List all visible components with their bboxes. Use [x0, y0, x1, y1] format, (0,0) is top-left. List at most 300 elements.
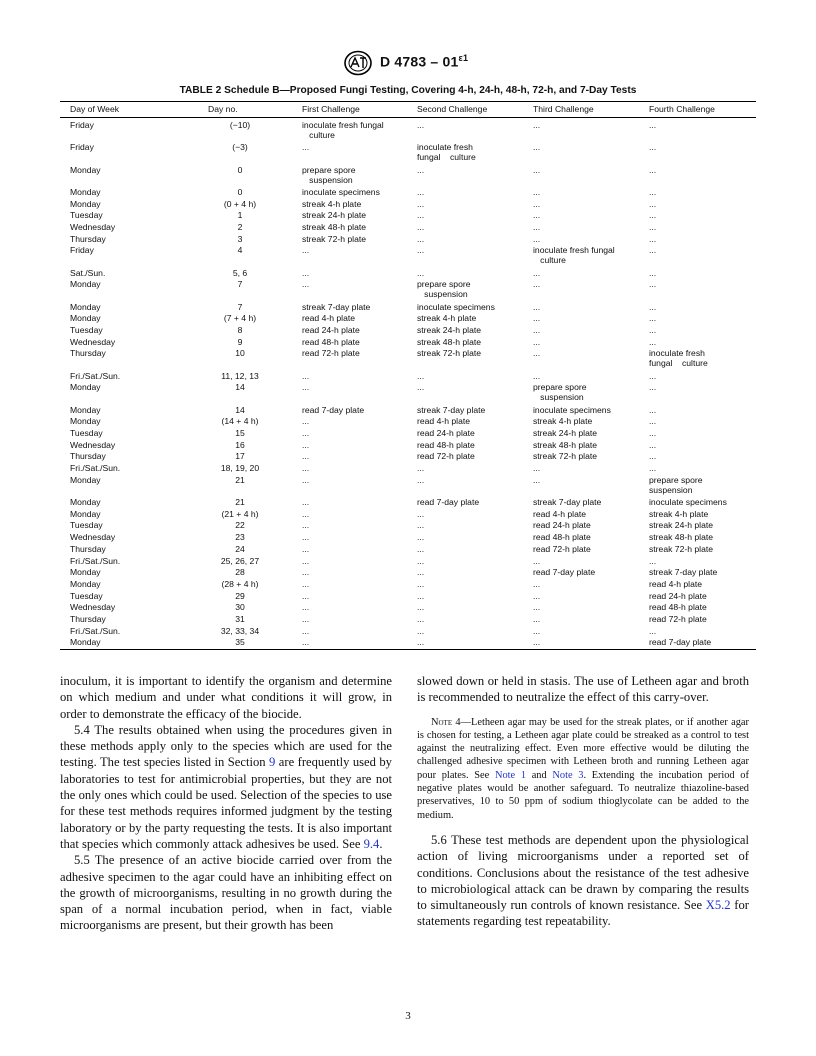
cell-first-challenge: ... [302, 637, 310, 648]
table-row [60, 187, 756, 199]
cell-first-challenge: ... [302, 382, 310, 393]
cell-day-of-week: Monday [70, 497, 101, 508]
cell-second-challenge: ... [417, 555, 425, 566]
text-5-4-a: 5.4 The results obtained when using the procedures given in these methods apply only to the species which are used for the testing. The test species listed in Section [60, 722, 392, 770]
cell-first-challenge: streak 48-h plate [302, 221, 367, 232]
cell-first-challenge: prepare spore suspension [302, 164, 356, 185]
cell-day-of-week: Monday [70, 567, 101, 578]
table-row [60, 405, 756, 417]
cell-second-challenge: read 48-h plate [417, 439, 475, 450]
cell-fourth-challenge: ... [649, 313, 657, 324]
cell-day-no: 14 [235, 404, 245, 415]
cell-day-of-week: Friday [70, 120, 94, 130]
cell-third-challenge: ... [533, 324, 541, 335]
cell-first-challenge: inoculate fresh fungal culture [302, 120, 384, 140]
cell-day-of-week: Monday [70, 279, 101, 290]
cell-day-of-week: Wednesday [70, 602, 116, 613]
cell-day-no: 3 [237, 233, 243, 244]
cell-fourth-challenge: ... [649, 301, 657, 312]
cell-fourth-challenge: read 4-h plate [649, 578, 703, 589]
cell-third-challenge: ... [533, 602, 541, 613]
cell-third-challenge: ... [533, 625, 541, 636]
document-designation [380, 53, 468, 70]
cell-fourth-challenge: ... [649, 336, 657, 347]
cell-first-challenge: streak 24-h plate [302, 210, 367, 221]
cell-day-of-week: Wednesday [70, 336, 116, 347]
cell-first-challenge: ... [302, 508, 310, 519]
cell-day-no: 4 [237, 245, 243, 256]
cell-third-challenge: ... [533, 637, 541, 648]
cell-fourth-challenge: ... [649, 142, 657, 153]
cell-fourth-challenge: ... [649, 382, 657, 393]
cell-first-challenge: read 48-h plate [302, 336, 360, 347]
cell-third-challenge: ... [533, 336, 541, 347]
table-row [60, 234, 756, 246]
link-section-9[interactable]: 9 [269, 755, 276, 770]
cell-fourth-challenge: streak 7-day plate [649, 567, 718, 578]
cell-third-challenge: streak 72-h plate [533, 451, 598, 462]
cell-fourth-challenge: ... [649, 164, 657, 175]
cell-day-no: 8 [237, 324, 243, 335]
cell-day-of-week: Monday [70, 508, 101, 519]
link-section-9-4[interactable]: 9.4 [363, 836, 380, 851]
cell-third-challenge: inoculate specimens [533, 404, 611, 415]
table-row [60, 222, 756, 234]
cell-fourth-challenge: streak 48-h plate [649, 532, 714, 543]
cell-fourth-challenge: streak 24-h plate [649, 520, 714, 531]
cell-fourth-challenge: inoculate specimens [649, 497, 727, 508]
cell-day-no: 1 [237, 210, 243, 221]
cell-day-no: 7 [237, 279, 243, 290]
cell-day-no: 11, 12, 13 [221, 370, 259, 381]
cell-day-of-week: Wednesday [70, 439, 116, 450]
cell-second-challenge: read 7-day plate [417, 497, 480, 508]
cell-third-challenge: ... [533, 186, 541, 197]
cell-second-challenge: ... [417, 578, 425, 589]
table-row [60, 637, 756, 649]
table-row [60, 567, 756, 579]
cell-fourth-challenge: read 24-h plate [649, 590, 707, 601]
cell-day-of-week: Monday [70, 186, 101, 197]
cell-day-of-week: Monday [70, 164, 101, 175]
table-bottom-rule [60, 649, 756, 650]
text-5-4-c: . [379, 836, 383, 851]
cell-second-challenge: read 24-h plate [417, 428, 475, 439]
table-row [60, 142, 756, 164]
cell-second-challenge: ... [417, 245, 425, 256]
cell-first-challenge: ... [302, 602, 310, 613]
page-number: 3 [405, 1010, 411, 1022]
table-row [60, 626, 756, 638]
cell-second-challenge: streak 4-h plate [417, 313, 477, 324]
cell-day-no: 14 [235, 382, 245, 393]
cell-second-challenge: ... [417, 370, 425, 381]
cell-first-challenge: ... [302, 532, 310, 543]
cell-day-no: 18, 19, 20 [220, 463, 260, 474]
cell-third-challenge: ... [533, 370, 541, 381]
cell-second-challenge: inoculate fresh fungal culture [417, 142, 476, 163]
cell-day-no: (−10) [229, 120, 251, 130]
cell-day-of-week: Friday [70, 245, 94, 256]
cell-day-of-week: Fri./Sat./Sun. [70, 463, 121, 474]
cell-day-no: 17 [235, 451, 245, 462]
cell-second-challenge: streak 24-h plate [417, 324, 482, 335]
cell-day-no: 0 [237, 164, 243, 175]
cell-second-challenge: ... [417, 567, 425, 578]
cell-fourth-challenge: ... [649, 451, 657, 462]
table-row [60, 302, 756, 314]
table-row [60, 416, 756, 428]
table-row [60, 579, 756, 591]
cell-first-challenge: ... [302, 428, 310, 439]
cell-first-challenge: ... [302, 578, 310, 589]
cell-third-challenge: read 7-day plate [533, 567, 596, 578]
table-row [60, 337, 756, 349]
table-row [60, 120, 756, 142]
cell-third-challenge: ... [533, 233, 541, 244]
cell-fourth-challenge: ... [649, 210, 657, 221]
cell-first-challenge: read 7-day plate [302, 404, 365, 415]
cell-first-challenge: ... [302, 520, 310, 531]
table-row [60, 428, 756, 440]
cell-third-challenge: ... [533, 198, 541, 209]
cell-first-challenge: streak 4-h plate [302, 198, 362, 209]
paragraph-5-4 [60, 722, 392, 852]
cell-first-challenge: streak 7-day plate [302, 301, 371, 312]
cell-day-of-week: Thursday [70, 543, 106, 554]
cell-third-challenge: ... [533, 590, 541, 601]
cell-day-no: 32, 33, 34 [220, 625, 260, 636]
designation-text: D 4783 – 01 [380, 53, 459, 70]
cell-day-no: (14 + 4 h) [221, 416, 259, 427]
table-row [60, 440, 756, 452]
cell-second-challenge: ... [417, 221, 425, 232]
table-row [60, 245, 756, 267]
cell-fourth-challenge: ... [649, 555, 657, 566]
cell-day-no: 10 [235, 348, 245, 359]
cell-fourth-challenge: ... [649, 324, 657, 335]
cell-day-no: (7 + 4 h) [223, 313, 257, 324]
cell-day-of-week: Monday [70, 313, 101, 324]
cell-day-of-week: Tuesday [70, 210, 103, 221]
cell-second-challenge: ... [417, 186, 425, 197]
cell-day-of-week: Thursday [70, 233, 106, 244]
cell-day-no: (21 + 4 h) [221, 508, 259, 519]
cell-day-no: 35 [235, 637, 245, 648]
cell-day-of-week: Monday [70, 301, 101, 312]
cell-fourth-challenge: ... [649, 198, 657, 209]
header-first-challenge: First Challenge [302, 104, 360, 114]
cell-day-no: (0 + 4 h) [223, 198, 257, 209]
cell-second-challenge: ... [417, 382, 425, 393]
cell-fourth-challenge: ... [649, 428, 657, 439]
cell-third-challenge: ... [533, 120, 541, 130]
table-row [60, 532, 756, 544]
note-4 [417, 716, 749, 822]
cell-third-challenge: read 72-h plate [533, 543, 591, 554]
table-row [60, 348, 756, 370]
cell-fourth-challenge: ... [649, 416, 657, 427]
table-row [60, 614, 756, 626]
cell-day-of-week: Thursday [70, 613, 106, 624]
cell-first-challenge: ... [302, 245, 310, 256]
cell-third-challenge: streak 48-h plate [533, 439, 598, 450]
table-row [60, 382, 756, 404]
header-day-no: Day no. [208, 104, 238, 114]
cell-third-challenge: read 48-h plate [533, 532, 591, 543]
cell-first-challenge: ... [302, 279, 310, 290]
table-title: TABLE 2 Schedule B—Proposed Fungi Testing, Covering 4-h, 24-h, 48-h, 72-h, and 7-Day Tests [179, 85, 637, 96]
cell-first-challenge: read 72-h plate [302, 348, 360, 359]
cell-third-challenge: streak 4-h plate [533, 416, 593, 427]
table-row [60, 199, 756, 211]
cell-day-of-week: Tuesday [70, 590, 103, 601]
cell-day-of-week: Monday [70, 404, 101, 415]
cell-day-of-week: Thursday [70, 348, 106, 359]
cell-day-of-week: Thursday [70, 451, 106, 462]
cell-first-challenge: ... [302, 439, 310, 450]
cell-third-challenge: prepare spore suspension [533, 382, 587, 403]
cell-day-of-week: Wednesday [70, 221, 116, 232]
cell-second-challenge: streak 7-day plate [417, 404, 486, 415]
cell-day-of-week: Sat./Sun. [70, 267, 106, 278]
cell-fourth-challenge: ... [649, 267, 657, 278]
cell-third-challenge: ... [533, 555, 541, 566]
cell-third-challenge: ... [533, 221, 541, 232]
cell-first-challenge: read 24-h plate [302, 324, 360, 335]
table-row [60, 371, 756, 383]
text-5-6-b: for statements regarding test repeatability. [417, 898, 749, 929]
cell-fourth-challenge: ... [649, 404, 657, 415]
cell-second-challenge: ... [417, 590, 425, 601]
cell-day-of-week: Tuesday [70, 520, 103, 531]
cell-day-no: (28 + 4 h) [221, 578, 259, 589]
cell-fourth-challenge: prepare spore suspension [649, 474, 703, 495]
cell-third-challenge: ... [533, 474, 541, 485]
note-4-text-and: and [526, 769, 553, 781]
table-row [60, 520, 756, 532]
astm-logo-icon [343, 50, 373, 76]
cell-first-challenge: ... [302, 370, 310, 381]
cell-day-no: 24 [235, 543, 245, 554]
cell-day-no: 9 [237, 336, 243, 347]
cell-day-of-week: Monday [70, 382, 101, 393]
cell-first-challenge: ... [302, 142, 310, 153]
cell-third-challenge: ... [533, 313, 541, 324]
header-fourth-challenge: Fourth Challenge [649, 104, 715, 114]
paragraph-carryover: slowed down or held in stasis. The use of Letheen agar and broth is recommended to neutralize the effect of this carry-over. [417, 674, 749, 705]
cell-second-challenge: ... [417, 625, 425, 636]
cell-third-challenge: inoculate fresh fungal culture [533, 245, 615, 266]
document-header [0, 50, 816, 76]
table-row [60, 210, 756, 222]
cell-fourth-challenge: ... [649, 233, 657, 244]
cell-day-of-week: Wednesday [70, 532, 116, 543]
cell-second-challenge: ... [417, 520, 425, 531]
cell-day-no: 30 [235, 602, 245, 613]
table-row [60, 475, 756, 497]
cell-second-challenge: ... [417, 267, 425, 278]
cell-first-challenge: ... [302, 497, 310, 508]
cell-second-challenge: ... [417, 532, 425, 543]
note-4-text-a: —Letheen agar may be used for the streak plates, or if another agar is chosen for testing, a Letheen agar plate could be streaked as a control to test against the neutralizing effect. Even more effective would be diluting the challenged adhesive specimen with Letheen broth and running Letheen agar pour plates. See [417, 716, 749, 781]
link-note-1[interactable]: Note 1 [494, 769, 527, 781]
cell-first-challenge: ... [302, 555, 310, 566]
table-row [60, 463, 756, 475]
cell-second-challenge: ... [417, 463, 425, 474]
cell-day-of-week: Fri./Sat./Sun. [70, 370, 121, 381]
body-left-column [60, 673, 392, 934]
cell-third-challenge: streak 24-h plate [533, 428, 598, 439]
paragraph-5-5: 5.5 The presence of an active biocide carried over from the adhesive specimen to the agar could have an inhibiting effect on the growth of microorganisms, resulting in no growth during the span of a normal incubation period, when in fact, viable microorganisms are present, but their growth has been [60, 853, 392, 933]
cell-day-no: (−3) [232, 142, 248, 153]
cell-day-no: 0 [237, 186, 243, 197]
table-row [60, 279, 756, 301]
cell-second-challenge: ... [417, 474, 425, 485]
table-row [60, 556, 756, 568]
cell-first-challenge: ... [302, 451, 310, 462]
table-row [60, 544, 756, 556]
cell-fourth-challenge: ... [649, 439, 657, 450]
cell-second-challenge: read 72-h plate [417, 451, 475, 462]
table-row [60, 602, 756, 614]
cell-second-challenge: ... [417, 613, 425, 624]
cell-day-no: 16 [235, 439, 245, 450]
cell-first-challenge: ... [302, 590, 310, 601]
table-row [60, 313, 756, 325]
table-row [60, 325, 756, 337]
paragraph-inoculum: inoculum, it is important to identify the organism and determine on which medium and under what conditions it will grow, in order to demonstrate the efficacy of the biocide. [60, 674, 392, 721]
cell-day-of-week: Monday [70, 416, 101, 427]
cell-day-no: 28 [235, 567, 245, 578]
cell-day-of-week: Tuesday [70, 428, 103, 439]
cell-day-of-week: Friday [70, 142, 94, 153]
cell-fourth-challenge: read 72-h plate [649, 613, 707, 624]
cell-fourth-challenge: streak 72-h plate [649, 543, 714, 554]
cell-first-challenge: ... [302, 416, 310, 427]
cell-day-no: 23 [235, 532, 245, 543]
cell-first-challenge: ... [302, 267, 310, 278]
cell-day-no: 7 [237, 301, 243, 312]
cell-fourth-challenge: ... [649, 245, 657, 256]
link-x5-2[interactable]: X5.2 [705, 898, 731, 913]
cell-second-challenge: inoculate specimens [417, 301, 495, 312]
link-note-3[interactable]: Note 3 [552, 769, 584, 781]
cell-second-challenge: ... [417, 198, 425, 209]
cell-day-no: 31 [235, 613, 245, 624]
cell-fourth-challenge: ... [649, 186, 657, 197]
cell-second-challenge: read 4-h plate [417, 416, 471, 427]
cell-day-of-week: Fri./Sat./Sun. [70, 625, 121, 636]
cell-day-of-week: Fri./Sat./Sun. [70, 555, 121, 566]
cell-second-challenge: ... [417, 543, 425, 554]
cell-day-no: 5, 6 [232, 267, 248, 278]
body-right-column [417, 673, 749, 930]
cell-fourth-challenge: read 48-h plate [649, 602, 707, 613]
table-row [60, 451, 756, 463]
cell-day-no: 25, 26, 27 [220, 555, 260, 566]
table-row [60, 165, 756, 187]
cell-first-challenge: ... [302, 543, 310, 554]
paragraph-5-6 [417, 832, 749, 930]
cell-fourth-challenge: read 7-day plate [649, 637, 712, 648]
cell-first-challenge: ... [302, 463, 310, 474]
text-5-4-b: are frequently used by laboratories to test for antimicrobial properties, but they are not the only ones which could be used. Selection of the species to use for these test methods requires informed judgment by the testing laboratory or by the party requesting the tests. It is also important that species which commonly attack adhesives be used. See [60, 755, 392, 851]
table-row [60, 497, 756, 509]
cell-third-challenge: ... [533, 279, 541, 290]
cell-fourth-challenge: ... [649, 463, 657, 474]
schedule-table [60, 101, 756, 650]
cell-day-of-week: Tuesday [70, 324, 103, 335]
cell-third-challenge: ... [533, 301, 541, 312]
cell-day-no: 15 [235, 428, 245, 439]
cell-third-challenge: ... [533, 348, 541, 359]
cell-day-of-week: Monday [70, 474, 101, 485]
cell-second-challenge: ... [417, 164, 425, 175]
cell-fourth-challenge: ... [649, 279, 657, 290]
cell-second-challenge: ... [417, 508, 425, 519]
cell-fourth-challenge: inoculate fresh fungal culture [649, 348, 708, 369]
cell-third-challenge: ... [533, 164, 541, 175]
cell-second-challenge: ... [417, 602, 425, 613]
table-row [60, 509, 756, 521]
cell-first-challenge: ... [302, 474, 310, 485]
cell-third-challenge: ... [533, 210, 541, 221]
cell-second-challenge: ... [417, 233, 425, 244]
note-4-text-b: . Extending the incubation period of negative plates would be another safeguard. To neutralize thiazoline-based preservatives, 10 to 50 ppm of sodium thioglycolate can be added to the medium. [417, 769, 749, 821]
cell-first-challenge: streak 72-h plate [302, 233, 367, 244]
cell-day-no: 29 [235, 590, 245, 601]
cell-third-challenge: ... [533, 267, 541, 278]
cell-fourth-challenge: streak 4-h plate [649, 508, 709, 519]
table-row [60, 268, 756, 280]
cell-day-no: 2 [237, 221, 243, 232]
cell-fourth-challenge: ... [649, 120, 657, 130]
cell-third-challenge: read 4-h plate [533, 508, 587, 519]
cell-second-challenge: streak 48-h plate [417, 336, 482, 347]
table-row [60, 591, 756, 603]
cell-first-challenge: ... [302, 567, 310, 578]
cell-second-challenge: ... [417, 120, 425, 130]
note-4-label: Note 4 [431, 716, 461, 728]
cell-fourth-challenge: ... [649, 221, 657, 232]
cell-second-challenge: ... [417, 637, 425, 648]
header-second-challenge: Second Challenge [417, 104, 488, 114]
cell-third-challenge: ... [533, 463, 541, 474]
cell-fourth-challenge: ... [649, 370, 657, 381]
cell-third-challenge: read 24-h plate [533, 520, 591, 531]
cell-second-challenge: ... [417, 210, 425, 221]
cell-day-of-week: Monday [70, 198, 101, 209]
cell-third-challenge: ... [533, 142, 541, 153]
cell-first-challenge: ... [302, 625, 310, 636]
header-day-of-week: Day of Week [70, 104, 120, 114]
designation-superscript: ε1 [458, 53, 469, 63]
cell-day-no: 21 [235, 474, 245, 485]
cell-day-no: 22 [235, 520, 245, 531]
cell-day-of-week: Monday [70, 578, 101, 589]
header-third-challenge: Third Challenge [533, 104, 594, 114]
cell-second-challenge: streak 72-h plate [417, 348, 482, 359]
cell-third-challenge: streak 7-day plate [533, 497, 602, 508]
cell-fourth-challenge: ... [649, 625, 657, 636]
cell-first-challenge: inoculate specimens [302, 186, 380, 197]
cell-first-challenge: read 4-h plate [302, 313, 356, 324]
cell-first-challenge: ... [302, 613, 310, 624]
cell-second-challenge: prepare spore suspension [417, 279, 471, 300]
text-5-6-a: 5.6 These test methods are dependent upon the physiological action of living microorganisms under a reported set of conditions. Conclusions about the resistance of the test adhesive to microbiological attack can be drawn by comparing the results to simultaneously run controls of known resistance. See [417, 832, 749, 913]
cell-third-challenge: ... [533, 578, 541, 589]
